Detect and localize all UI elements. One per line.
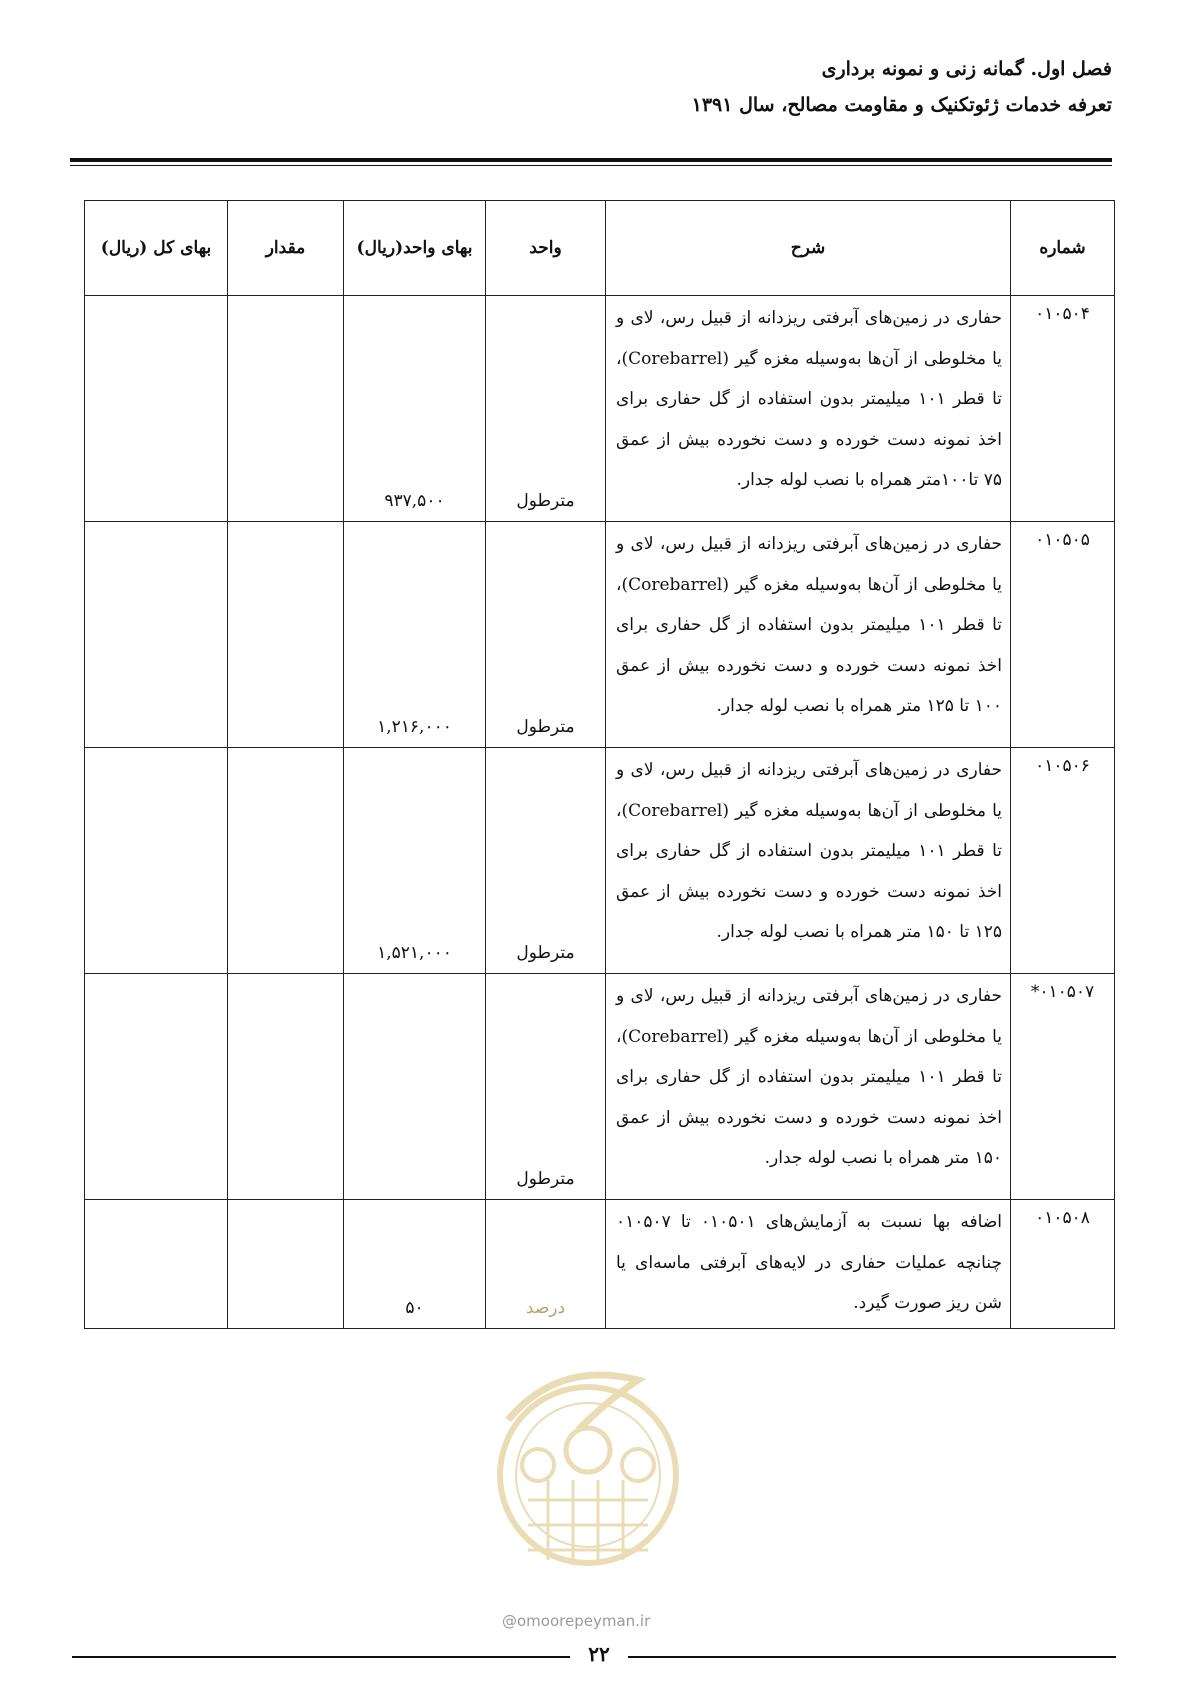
watermark-site-text: @omoorepeyman.ir <box>502 1612 651 1630</box>
row-unit-price: ۹۳۷,۵۰۰ <box>344 296 486 522</box>
table-row <box>85 522 1115 748</box>
row-code: ۰۱۰۵۰۷* <box>1011 974 1115 1200</box>
row-unit: مترطول <box>486 748 606 974</box>
row-code: ۰۱۰۵۰۸ <box>1011 1200 1115 1329</box>
chapter-title: فصل اول. گمانه زنی و نمونه برداری <box>821 58 1112 80</box>
header-rule-thin <box>70 165 1112 166</box>
row-unit: درصد <box>486 1200 606 1329</box>
row-quantity <box>228 748 344 974</box>
column-header-unit-price: بهای واحد(ریال) <box>344 201 486 296</box>
row-unit: مترطول <box>486 974 606 1200</box>
footer-rule-right <box>628 1656 1116 1658</box>
footer-rule-left <box>72 1656 570 1658</box>
row-unit-price: ۱,۲۱۶,۰۰۰ <box>344 522 486 748</box>
row-total-price <box>85 748 228 974</box>
page-header <box>692 58 1112 116</box>
document-title: تعرفه خدمات ژئوتکنیک و مقاومت مصالح، سال ۱۳۹۱ <box>691 94 1112 116</box>
column-header-code: شماره <box>1011 201 1115 296</box>
row-code: ۰۱۰۵۰۶ <box>1011 748 1115 974</box>
row-total-price <box>85 522 228 748</box>
row-quantity <box>228 296 344 522</box>
row-total-price <box>85 1200 228 1329</box>
row-description: حفاری در زمین‌های آبرفتی ریزدانه از قبیل رس، لای و یا مخلوطی از آن‌ها به‌وسیله مغزه گیر (Corebarrel)، تا قطر ۱۰۱ میلیمتر بدون استفاده از گل حفاری برای اخذ نمونه دست خورده و دست نخورده بیش از عمق ۱۲۵ تا ۱۵۰ متر همراه با نصب لوله جدار. <box>606 748 1011 974</box>
row-quantity <box>228 522 344 748</box>
row-code: ۰۱۰۵۰۴ <box>1011 296 1115 522</box>
header-rule-thick <box>70 158 1112 162</box>
row-code: ۰۱۰۵۰۵ <box>1011 522 1115 748</box>
table-row <box>85 1200 1115 1329</box>
row-description: حفاری در زمین‌های آبرفتی ریزدانه از قبیل رس، لای و یا مخلوطی از آن‌ها به‌وسیله مغزه گیر (Corebarrel)، تا قطر ۱۰۱ میلیمتر بدون استفاده از گل حفاری برای اخذ نمونه دست خورده و دست نخورده بیش از عمق ۱۵۰ متر همراه با نصب لوله جدار. <box>606 974 1011 1200</box>
row-unit-price: ۱,۵۲۱,۰۰۰ <box>344 748 486 974</box>
row-description: اضافه بها نسبت به آزمایش‌های ۰۱۰۵۰۱ تا ۰۱۰۵۰۷ چنانچه عملیات حفاری در لایه‌های آبرفتی ماسه‌ای یا شن ریز صورت گیرد. <box>606 1200 1011 1329</box>
tariff-table <box>84 200 1115 1329</box>
watermark-logo <box>488 1350 688 1600</box>
row-description: حفاری در زمین‌های آبرفتی ریزدانه از قبیل رس، لای و یا مخلوطی از آن‌ها به‌وسیله مغزه گیر (Corebarrel)، تا قطر ۱۰۱ میلیمتر بدون استفاده از گل حفاری برای اخذ نمونه دست خورده و دست نخورده بیش از عمق ۷۵ تا۱۰۰متر همراه با نصب لوله جدار. <box>606 296 1011 522</box>
column-header-quantity: مقدار <box>228 201 344 296</box>
watermark-script-stroke <box>508 1375 638 1430</box>
row-total-price <box>85 974 228 1200</box>
row-unit-price: ۵۰ <box>344 1200 486 1329</box>
table-header-row <box>85 201 1115 296</box>
column-header-description: شرح <box>606 201 1011 296</box>
page-number: ۲۲ <box>588 1642 610 1666</box>
row-unit: مترطول <box>486 296 606 522</box>
watermark-seal-icon <box>500 1387 676 1565</box>
row-quantity <box>228 1200 344 1329</box>
table-row <box>85 974 1115 1200</box>
row-description: حفاری در زمین‌های آبرفتی ریزدانه از قبیل رس، لای و یا مخلوطی از آن‌ها به‌وسیله مغزه گیر (Corebarrel)، تا قطر ۱۰۱ میلیمتر بدون استفاده از گل حفاری برای اخذ نمونه دست خورده و دست نخورده بیش از عمق ۱۰۰ تا ۱۲۵ متر همراه با نصب لوله جدار. <box>606 522 1011 748</box>
row-total-price <box>85 296 228 522</box>
table-row <box>85 748 1115 974</box>
column-header-total-price: بهای کل (ریال) <box>85 201 228 296</box>
row-unit: مترطول <box>486 522 606 748</box>
table-row <box>85 296 1115 522</box>
column-header-unit: واحد <box>486 201 606 296</box>
row-quantity <box>228 974 344 1200</box>
row-unit-price <box>344 974 486 1200</box>
